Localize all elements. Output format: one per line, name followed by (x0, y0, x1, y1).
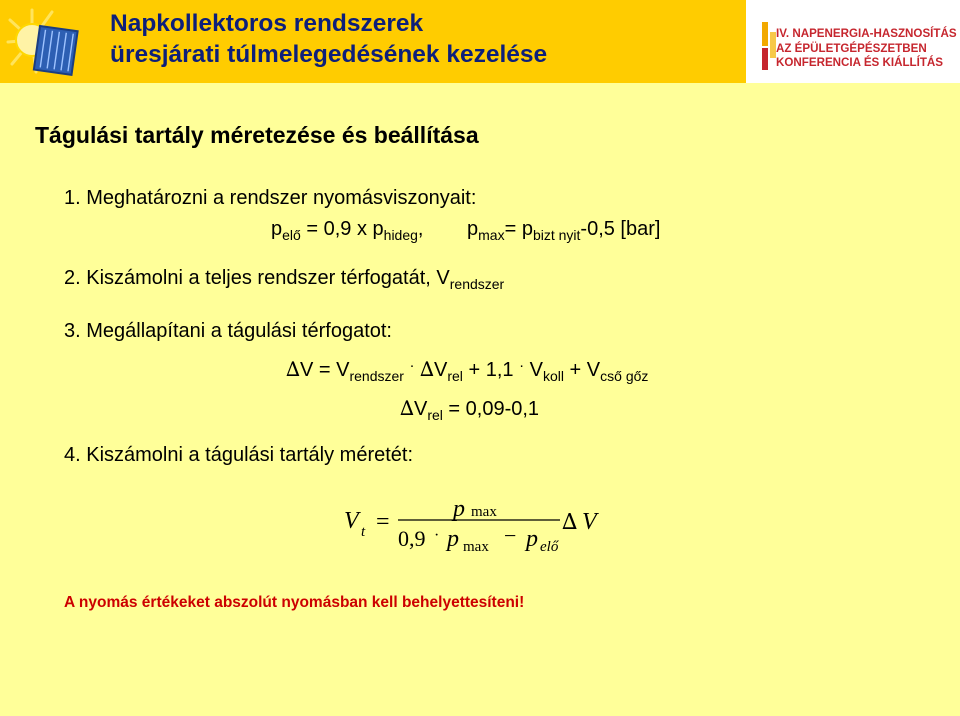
formula-num-p: p (453, 496, 465, 522)
absolute-pressure-note: A nyomás értékeket abszolút nyomásban kell behelyettesíteni! (64, 594, 525, 611)
conference-line-2: AZ ÉPÜLETGÉPÉSZETBEN (776, 41, 927, 55)
step-3-delta-v-formula: $\Delta V = V_{rendszer}$ · $\Delta V_{rel} + 1,1$ · $V_{koll} + V_{cső gőz}$ (286, 357, 649, 384)
section-heading: Tágulási tartály méretezése és beállítása (35, 122, 479, 148)
step-3-text: 3. Megállapítani a tágulási térfogatot: (64, 320, 392, 342)
step-1-formula-p-elo: $p_{elő} = 0,9$ x $p_{hideg}$, (271, 218, 424, 243)
conference-line-1: IV. NAPENERGIA-HASZNOSÍTÁS (776, 27, 957, 40)
formula-equals: = (376, 509, 390, 535)
step-3-relative-expansion: $\Delta V_{rel} = 0,09-0,1$ (400, 396, 540, 423)
conference-line-3: KONFERENCIA ÉS KIÁLLÍTÁS (776, 56, 944, 69)
formula-den-p2: p (526, 526, 538, 552)
formula-delta: ∆ (562, 510, 578, 535)
title-line-1: Napkollektoros rendszerek (110, 10, 424, 37)
formula-num-max: max (471, 504, 497, 520)
step-4-text: 4. Kiszámolni a tágulási tartály méretét: (64, 444, 414, 466)
formula-delta-v: V (582, 509, 597, 535)
formula-vt-v: V (344, 508, 359, 534)
formula-den-max: max (463, 539, 489, 555)
page-title (110, 8, 547, 70)
formula-den-k: 0,9 (398, 526, 426, 551)
step-2-text: 2. Kiszámolni a teljes rendszer térfogatát, $V_{rendszer}$ (64, 267, 505, 292)
header-band (0, 0, 960, 83)
formula-den-p1: p (447, 526, 459, 552)
formula-den-dot: · (434, 527, 440, 544)
formula-den-elo: elő (540, 539, 559, 555)
step-1-formula-p-max: $p_{max}= p_{bizt nyit}-0,5$ [bar] (467, 218, 661, 243)
tank-size-formula (340, 488, 620, 568)
sun-collector-logo-icon (6, 6, 84, 80)
formula-den-minus: − (504, 523, 517, 548)
conference-badge (746, 0, 960, 83)
conference-title (776, 27, 957, 71)
title-line-2: üresjárati túlmelegedésének kezelése (110, 41, 548, 68)
formula-vt-sub: t (361, 524, 366, 540)
step-1-text: 1. Meghatározni a rendszer nyomásviszonyait: (64, 187, 477, 209)
